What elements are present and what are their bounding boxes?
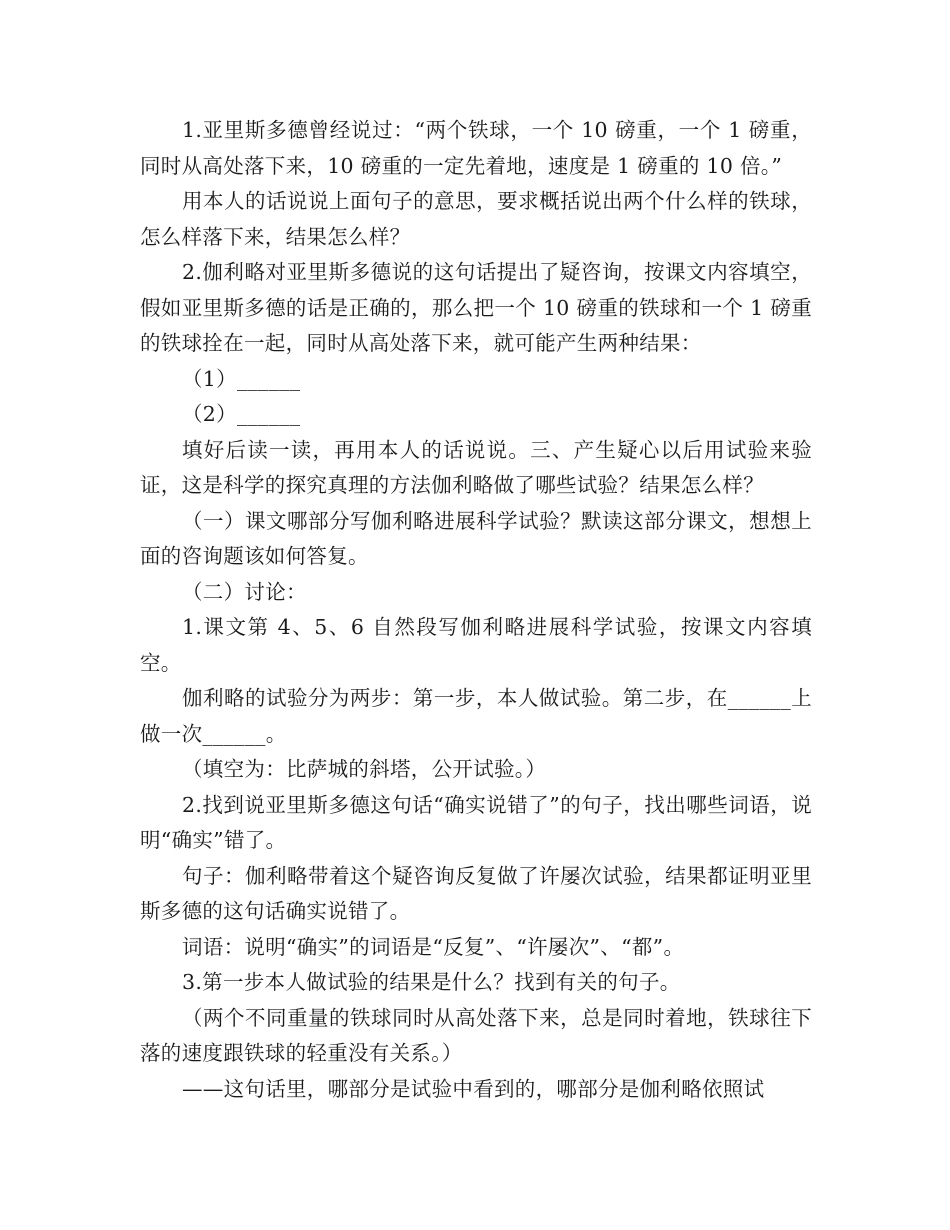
paragraph: （1）______	[182, 366, 301, 391]
paragraph: （一）课文哪部分写伽利略进展科学试验？默读这部分课文，想想上面的咨询题该如何答复。	[140, 508, 812, 568]
paragraph: （填空为：比萨城的斜塔，公开试验。）	[182, 757, 547, 781]
paragraph: 2.找到说亚里斯多德这句话“确实说错了”的句子，找出哪些词语，说明“确实”错了。	[140, 792, 812, 852]
paragraph: 用本人的话说说上面句子的意思，要求概括说出两个什么样的铁球，怎么样落下来，结果怎么样？	[140, 189, 812, 249]
paragraph: （两个不同重量的铁球同时从高处落下来，总是同时着地，铁球往下落的速度跟铁球的轻重没有关系。）	[140, 1005, 812, 1065]
paragraph: 1.课文第 4、5、6 自然段写伽利略进展科学试验，按课文内容填空。	[140, 615, 812, 675]
paragraph: （二）讨论：	[182, 579, 307, 604]
paragraph: 填好后读一读，再用本人的话说说。三、产生疑心以后用试验来验证，这是科学的探究真理的方法伽利略做了哪些试验？结果怎么样？	[140, 437, 812, 497]
paragraph: 1.亚里斯多德曾经说过：“两个铁球，一个 10 磅重，一个 1 磅重，同时从高处落下来，10 磅重的一定先着地，速度是 1 磅重的 10 倍。”	[140, 118, 812, 178]
paragraph: 句子：伽利略带着这个疑咨询反复做了许屡次试验，结果都证明亚里斯多德的这句话确实说错了。	[140, 863, 812, 923]
paragraph: ——这句话里，哪部分是试验中看到的，哪部分是伽利略依照试	[182, 1076, 765, 1101]
paragraph: 伽利略的试验分为两步：第一步，本人做试验。第二步，在______上做一次______。	[140, 686, 812, 746]
paragraph: 3.第一步本人做试验的结果是什么？找到有关的句子。	[182, 970, 681, 994]
paragraph: （2）______	[182, 402, 301, 426]
document-body	[140, 113, 812, 1107]
paragraph: 词语：说明“确实”的词语是“反复”、“许屡次”、“都”。	[182, 934, 685, 959]
paragraph: 2.伽利略对亚里斯多德说的这句话提出了疑咨询，按课文内容填空，假如亚里斯多德的话是正确的，那么把一个 10 磅重的铁球和一个 1 磅重的铁球拴在一起，同时从高处落下来，就可能产生两种结果：	[140, 260, 812, 355]
